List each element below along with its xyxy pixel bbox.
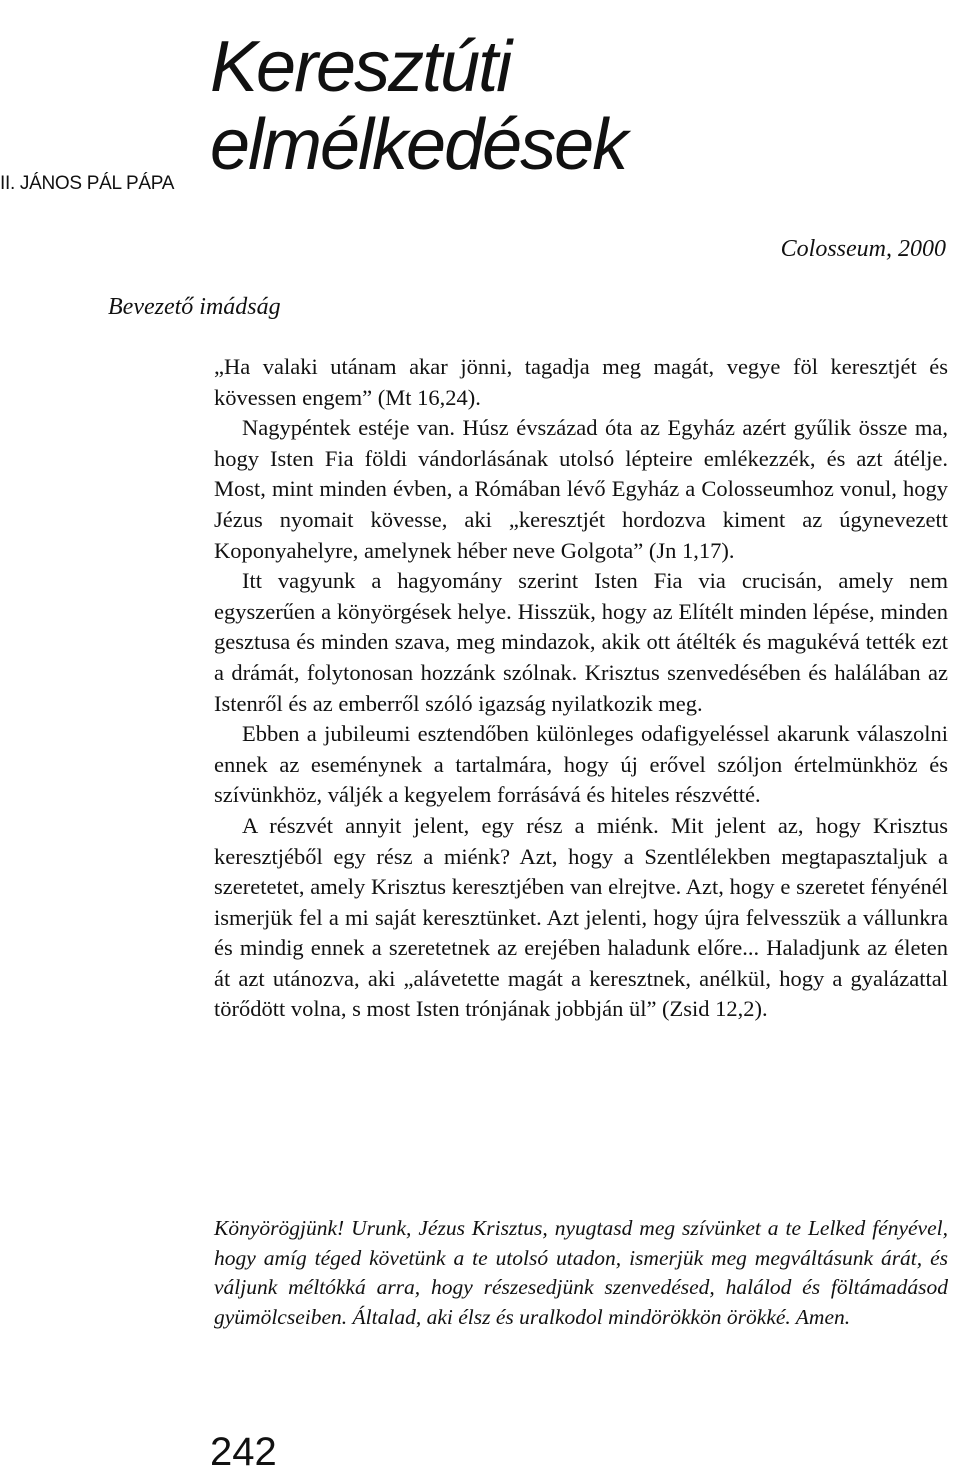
paragraph-quote: „Ha valaki utánam akar jönni, tagadja meg magát, vegye föl keresztjét és kövessen engem” (Mt 16,24). [214, 354, 948, 410]
prayer-text: Könyörögjünk! Urunk, Jézus Krisztus, nyugtasd meg szívünket a te Lelked fényével, hogy amíg téged követünk a te utolsó utadon, ismerjük meg megváltásunk árát, és váljunk méltókká arra, hogy részesedjünk szenvedésed, halálod és föltámadásod gyümölcseiben. Általad, aki élsz és uralkodol mindörökkön örökké. Amen. [214, 1216, 948, 1329]
title-line-1: Keresztúti [210, 27, 511, 107]
title-line-2: elmélkedések [210, 105, 627, 185]
body-text [214, 352, 948, 1025]
venue-date: Colosseum, 2000 [780, 236, 946, 262]
paragraph: Nagypéntek estéje van. Húsz évszázad óta az Egyház azért gyűlik össze ma, hogy Isten Fia földi vándorlásának utolsó lépteire emlékezzék, és azt átélje. Most, mint minden évben, a Rómában lévő Egyház a Colosseumhoz vonul, hogy Jézus nyomait kövesse, aki „keresztjét hordozva kiment az úgynevezett Koponyahelyre, amelynek héber neve Golgota” (Jn 1,17). [214, 415, 948, 563]
author-name: II. JÁNOS PÁL PÁPA [0, 173, 175, 194]
paragraph: A részvét annyit jelent, egy rész a miénk. Mit jelent az, hogy Krisztus keresztjéből egy rész a miénk? Azt, hogy a Szentlélekben megtapasztaljuk a szeretetet, amely Krisztus keresztjében van elrejtve. Azt, hogy e szeretet fényénél ismerjük fel a mi saját keresztünket. Azt jelenti, hogy újra felvesszük a vállunkra és mindig ennek a szeretetnek az erejében haladunk előre... Haladjunk az életen át azt utánozva, aki „alávetette magát a keresztnek, anélkül, hogy a gyalázattal törődött volna, s most Isten trónjának jobbján ül” (Zsid 12,2). [214, 812, 948, 1022]
closing-prayer [214, 1214, 948, 1332]
document-title [210, 28, 626, 184]
paragraph: Itt vagyunk a hagyomány szerint Isten Fia via crucisán, amely nem egyszerűen a könyörgések helye. Hisszük, hogy az Elítélt minden lépése, minden gesztusa és minden szava, meg mindazok, akik ott átélték és magukévá tették ezt a drámát, folytonosan hozzánk szólnak. Krisztus szenvedésében és halálában az Istenről és az emberről szóló igazság nyilatkozik meg. [214, 568, 948, 716]
section-heading: Bevezető imádság [108, 294, 281, 320]
paragraph: Ebben a jubileumi esztendőben különleges odafigyeléssel akarunk válaszolni ennek az eseménynek a tartalmára, hogy új erővel szóljon értelmünkhöz és szívünkhöz, váljék a kegyelem forrásává és hiteles részvétté. [214, 721, 948, 808]
page-number: 242 [210, 1430, 277, 1474]
